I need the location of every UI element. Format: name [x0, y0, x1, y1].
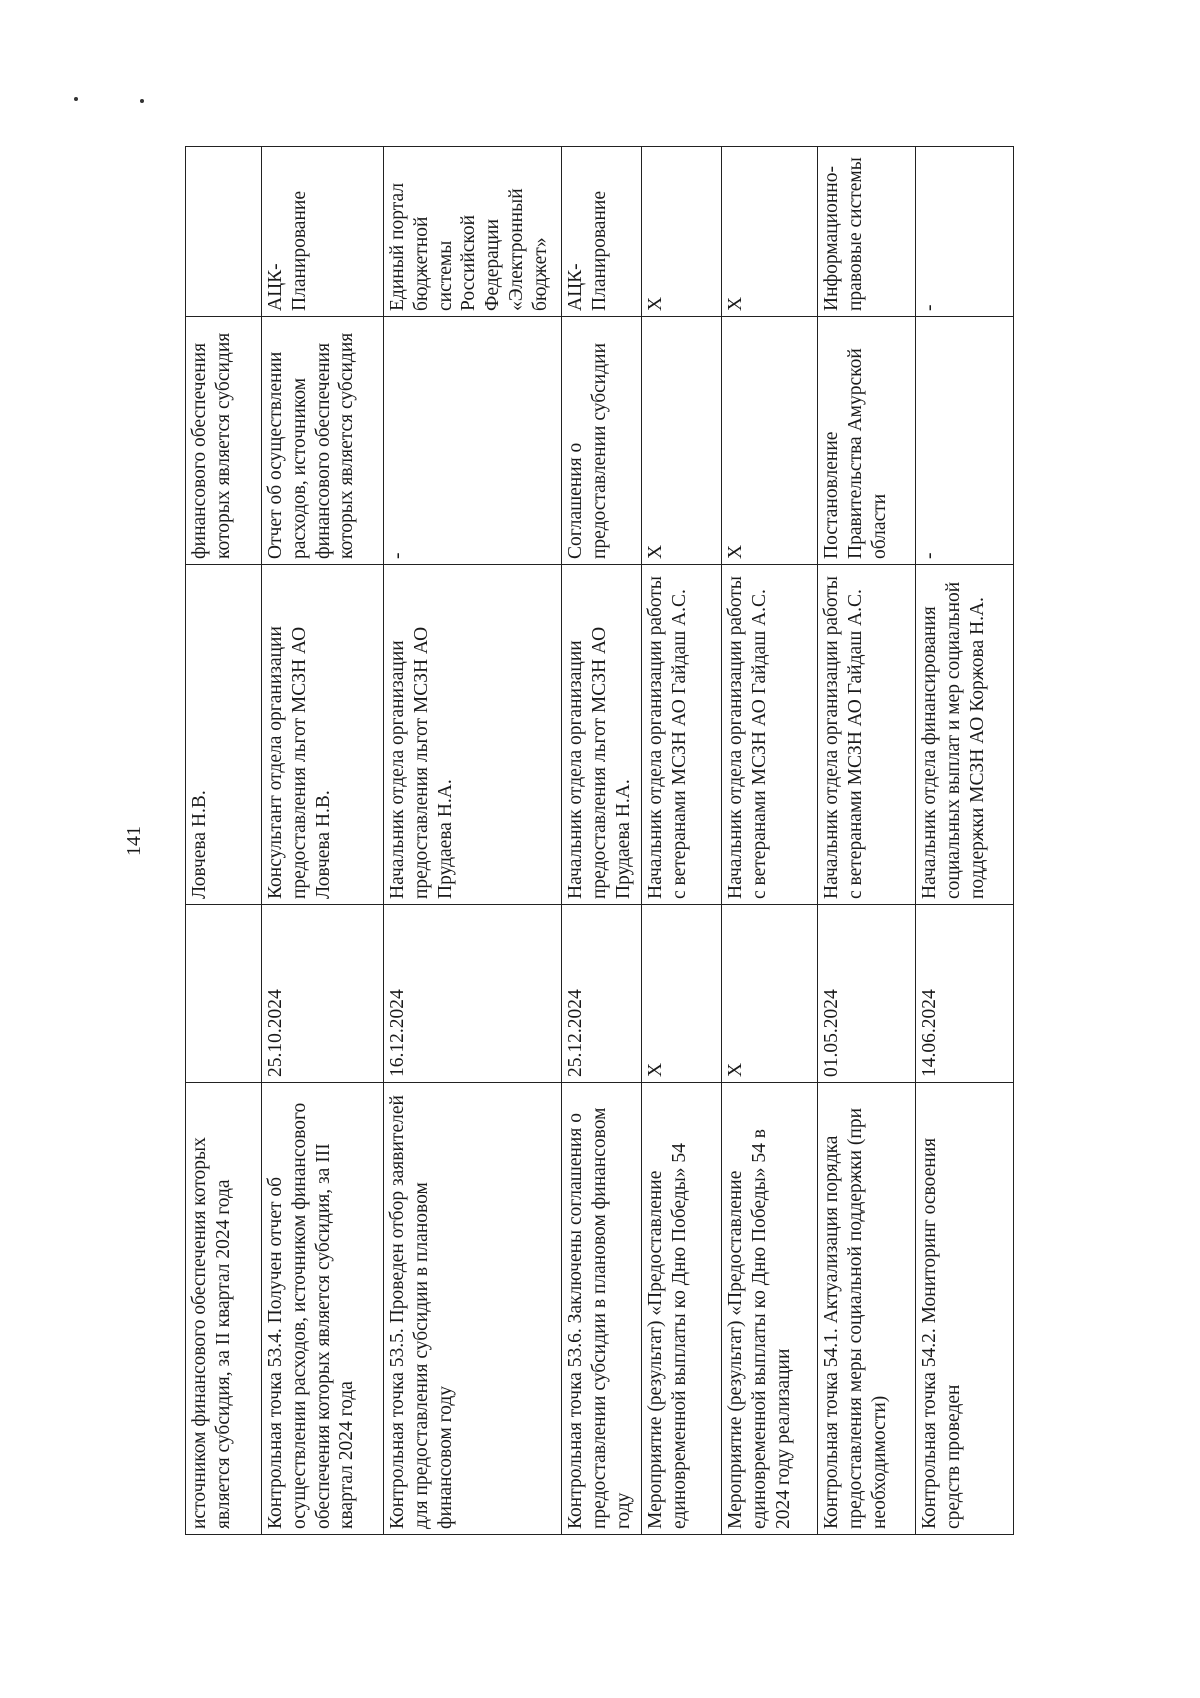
- cell-date: 16.12.2024: [384, 905, 562, 1083]
- cell-document: Соглашения о предоставлении субсидии: [562, 317, 642, 565]
- cell-document: Постановление Правительства Амурской области: [818, 317, 916, 565]
- cell-document: X: [722, 317, 818, 565]
- table-row: [916, 147, 1014, 1535]
- cell-event: Контрольная точка 53.4. Получен отчет об осуществлении расходов, источником финансового обеспечения которых является субсидия, за III квартал 2024 года: [262, 1083, 384, 1535]
- table-body: [186, 147, 1014, 1535]
- cell-document: -: [384, 317, 562, 565]
- cell-system: X: [722, 147, 818, 317]
- scan-speck: [140, 99, 144, 103]
- table-row: [818, 147, 916, 1535]
- cell-event: Мероприятие (результат) «Предоставление единовременной выплаты ко Дню Победы» 54 в 2024 году реализации: [722, 1083, 818, 1535]
- cell-responsible: Начальник отдела организации работы с ветеранами МСЗН АО Гайдаш А.С.: [642, 565, 722, 905]
- cell-responsible: Начальник отдела организации предоставления льгот МСЗН АО Прудаева Н.А.: [384, 565, 562, 905]
- cell-responsible: Ловчева Н.В.: [186, 565, 262, 905]
- cell-document: X: [642, 317, 722, 565]
- scan-speck: [74, 97, 78, 101]
- cell-date: 25.10.2024: [262, 905, 384, 1083]
- table-row: [186, 147, 262, 1535]
- cell-event: Контрольная точка 54.2. Мониторинг освоения средств проведен: [916, 1083, 1014, 1535]
- cell-responsible: Начальник отдела финансирования социальных выплат и мер социальной поддержки МСЗН АО Коржова Н.А.: [916, 565, 1014, 905]
- cell-event: Контрольная точка 53.5. Проведен отбор заявителей для предоставления субсидии в плановом финансовом году: [384, 1083, 562, 1535]
- table-row: [642, 147, 722, 1535]
- cell-system: X: [642, 147, 722, 317]
- page-number: 141: [123, 826, 145, 856]
- cell-date: X: [722, 905, 818, 1083]
- cell-responsible: Начальник отдела организации работы с ветеранами МСЗН АО Гайдаш А.С.: [818, 565, 916, 905]
- cell-date: X: [642, 905, 722, 1083]
- cell-system: АЦК-Планирование: [562, 147, 642, 317]
- table-row: [562, 147, 642, 1535]
- cell-responsible: Консультант отдела организации предоставления льгот МСЗН АО Ловчева Н.В.: [262, 565, 384, 905]
- cell-event: Контрольная точка 54.1. Актуализация порядка предоставления меры социальной поддержки (при необходимости): [818, 1083, 916, 1535]
- table-row: [262, 147, 384, 1535]
- table-row: [722, 147, 818, 1535]
- cell-event: источником финансового обеспечения которых является субсидия, за II квартал 2024 года: [186, 1083, 262, 1535]
- cell-system: АЦК-Планирование: [262, 147, 384, 317]
- cell-system: -: [916, 147, 1014, 317]
- cell-system: Единый портал бюджетной системы Российской Федерации «Электронный бюджет»: [384, 147, 562, 317]
- cell-date: 25.12.2024: [562, 905, 642, 1083]
- cell-date: 14.06.2024: [916, 905, 1014, 1083]
- cell-document: финансового обеспечения которых является субсидия: [186, 317, 262, 565]
- cell-event: Мероприятие (результат) «Предоставление единовременной выплаты ко Дню Победы» 54: [642, 1083, 722, 1535]
- cell-responsible: Начальник отдела организации предоставления льгот МСЗН АО Прудаева Н.А.: [562, 565, 642, 905]
- cell-date: [186, 905, 262, 1083]
- cell-document: Отчет об осуществлении расходов, источником финансового обеспечения которых является субсидия: [262, 317, 384, 565]
- cell-date: 01.05.2024: [818, 905, 916, 1083]
- rotated-page: [123, 147, 1115, 1535]
- plan-table: [185, 146, 1014, 1535]
- cell-responsible: Начальник отдела организации работы с ветеранами МСЗН АО Гайдаш А.С.: [722, 565, 818, 905]
- table-row: [384, 147, 562, 1535]
- cell-event: Контрольная точка 53.6. Заключены соглашения о предоставлении субсидии в плановом финансовом году: [562, 1083, 642, 1535]
- cell-document: -: [916, 317, 1014, 565]
- cell-system: Информационно-правовые системы: [818, 147, 916, 317]
- cell-system: [186, 147, 262, 317]
